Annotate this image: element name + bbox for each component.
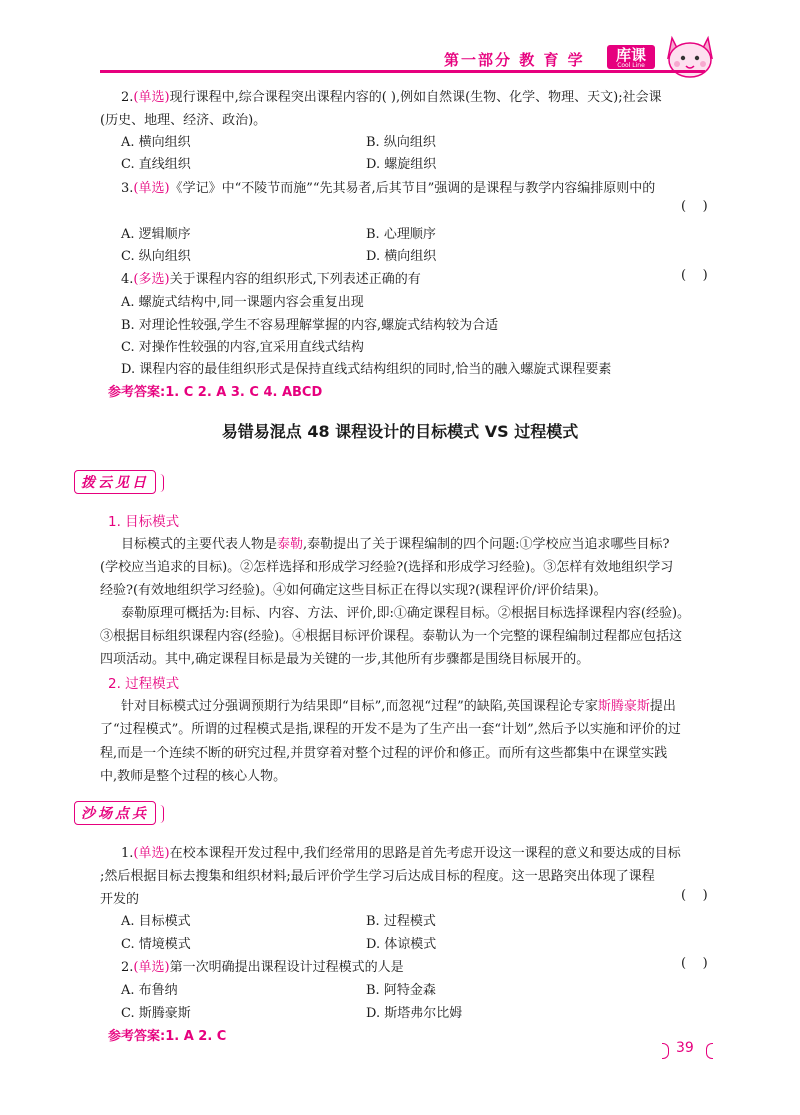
question-text: 现行课程中,综合课程突出课程内容的( ),例如自然课(生物、化学、物理、天文);社会课 [169, 90, 662, 105]
answer-key-2: 参考答案:1. A 2. C [108, 1029, 227, 1044]
question-text: 《学记》中“不陵节而施”“先其易者,后其节目”强调的是课程与教学内容编排原则中的 [169, 181, 656, 196]
q2-stem-line1 [121, 86, 662, 105]
label-shachang: 沙场点兵 [74, 801, 156, 825]
subheading-process-model: 2. 过程模式 [108, 676, 180, 692]
label-boyun: 拨云见日 [74, 470, 156, 494]
page-number: 39 [676, 1040, 694, 1056]
q4-option-c: C. 对操作性较强的内容,宜采用直线式结构 [121, 340, 364, 355]
brand-logo [607, 45, 655, 69]
q4-option-d: D. 课程内容的最佳组织形式是保持直线式结构组织的同时,恰当的融入螺旋式课程要素 [121, 362, 612, 377]
para3-line1-pre: 针对目标模式过分强调预期行为结果即“目标”,而忽视“过程”的缺陷,英国课程论专家 [121, 699, 598, 714]
q3-option-a: A. 逻辑顺序 [121, 227, 191, 242]
question-text: 在校本课程开发过程中,我们经常用的思路是首先考虑开设这一课程的意义和要达成的目标 [169, 846, 681, 861]
q3-stem [121, 177, 655, 196]
para2-line3: 四项活动。其中,确定课程目标是最为关键的一步,其他所有步骤都是围绕目标展开的。 [100, 652, 590, 667]
para2-line2: ③根据目标组织课程内容(经验)。④根据目标评价课程。泰勒认为一个完整的课程编制过程都应包括这 [100, 629, 683, 644]
question-type-tag: (单选) [133, 846, 170, 861]
para3-line2: 了“过程模式”。所谓的过程模式是指,课程的开发不是为了生产出一套“计划”,然后予以实施和评价的过 [100, 722, 681, 737]
q3-option-d: D. 横向组织 [366, 249, 437, 264]
pq2-stem [121, 956, 404, 975]
q3-option-b: B. 心理顺序 [366, 227, 436, 242]
pq1-answer-paren: ( ) [681, 888, 708, 903]
q2-stem-line2: (历史、地理、经济、政治)。 [100, 113, 267, 128]
para1-line2: (学校应当追求的目标)。②怎样选择和形成学习经验?(选择和形成学习经验)。③怎样有效地组织学习 [100, 560, 674, 575]
question-number: 2. [121, 960, 134, 975]
subheading-goal-model: 1. 目标模式 [108, 514, 180, 530]
pq1-option-d: D. 体谅模式 [366, 937, 437, 952]
q4-option-a: A. 螺旋式结构中,同一课题内容会重复出现 [121, 295, 364, 310]
answer-key-1: 参考答案:1. C 2. A 3. C 4. ABCD [108, 385, 323, 400]
pq1-stem-line3: 开发的 [100, 892, 140, 907]
para1-line3: 经验?(有效地组织学习经验)。④如何确定这些目标正在得以实现?(课程评价/评价结果)。 [100, 583, 607, 598]
question-number: 3. [121, 181, 134, 196]
q2-option-a: A. 横向组织 [121, 135, 191, 150]
pq1-option-b: B. 过程模式 [366, 914, 436, 929]
pq2-option-a: A. 布鲁纳 [121, 983, 178, 998]
question-type-tag: (单选) [133, 960, 170, 975]
pq1-option-c: C. 情境模式 [121, 937, 191, 952]
section-title: 易错易混点 48 课程设计的目标模式 VS 过程模式 [221, 422, 579, 441]
question-type-tag: (多选) [133, 272, 170, 287]
pq2-option-b: B. 阿特金森 [366, 983, 436, 998]
para3-line1 [121, 695, 676, 714]
brand-subtitle: Cool Line [617, 62, 645, 69]
q4-option-b: B. 对理论性较强,学生不容易理解掌握的内容,螺旋式结构较为合适 [121, 318, 499, 333]
q2-option-d: D. 螺旋组织 [366, 157, 437, 172]
question-text: 关于课程内容的组织形式,下列表述正确的有 [169, 272, 421, 287]
question-number: 4. [121, 272, 134, 287]
q3-answer-paren: ( ) [681, 199, 708, 214]
pq2-answer-paren: ( ) [681, 956, 708, 971]
para3-line4: 中,教师是整个过程的核心人物。 [100, 769, 287, 784]
header-title: 第一部分 教 育 学 [444, 51, 585, 69]
pq2-option-c: C. 斯腾豪斯 [121, 1006, 191, 1021]
page-number-bracket-right [706, 1043, 713, 1059]
tyler-name: 泰勒 [277, 537, 304, 552]
pq2-option-d: D. 斯塔弗尔比姆 [366, 1006, 463, 1021]
para3-line3: 程,而是一个连续不断的研究过程,并贯穿着对整个过程的评价和修正。而所有这些都集中在课堂实践 [100, 746, 668, 761]
para2-line1: 泰勒原理可概括为:目标、内容、方法、评价,即:①确定课程目标。②根据目标选择课程内容(经验)。 [121, 606, 691, 621]
question-number: 1. [121, 846, 134, 861]
q3-option-c: C. 纵向组织 [121, 249, 191, 264]
question-number: 2. [121, 90, 134, 105]
q2-option-c: C. 直线组织 [121, 157, 191, 172]
brand-name: 库课 [615, 46, 646, 64]
header-rule [100, 70, 705, 73]
mascot-icon [660, 28, 720, 82]
para3-line1-post: 提出 [649, 699, 676, 714]
q4-answer-paren: ( ) [681, 268, 708, 283]
para1-line1-pre: 目标模式的主要代表人物是 [121, 537, 278, 552]
question-type-tag: (单选) [133, 181, 170, 196]
pq1-stem-line2: ;然后根据目标去搜集和组织材料;最后评价学生学习后达成目标的程度。这一思路突出体现了课程 [100, 869, 655, 884]
page-number-bracket-left [662, 1043, 669, 1059]
pq1-option-a: A. 目标模式 [121, 914, 191, 929]
question-text: 第一次明确提出课程设计过程模式的人是 [169, 960, 404, 975]
question-type-tag: (单选) [133, 90, 170, 105]
para1-line1-post: ,泰勒提出了关于课程编制的四个问题:①学校应当追求哪些目标? [303, 537, 670, 552]
stenhouse-name: 斯腾豪斯 [597, 699, 650, 714]
para1-line1 [121, 533, 670, 552]
q2-option-b: B. 纵向组织 [366, 135, 436, 150]
q4-stem [121, 268, 421, 287]
pq1-stem-line1 [121, 842, 681, 861]
